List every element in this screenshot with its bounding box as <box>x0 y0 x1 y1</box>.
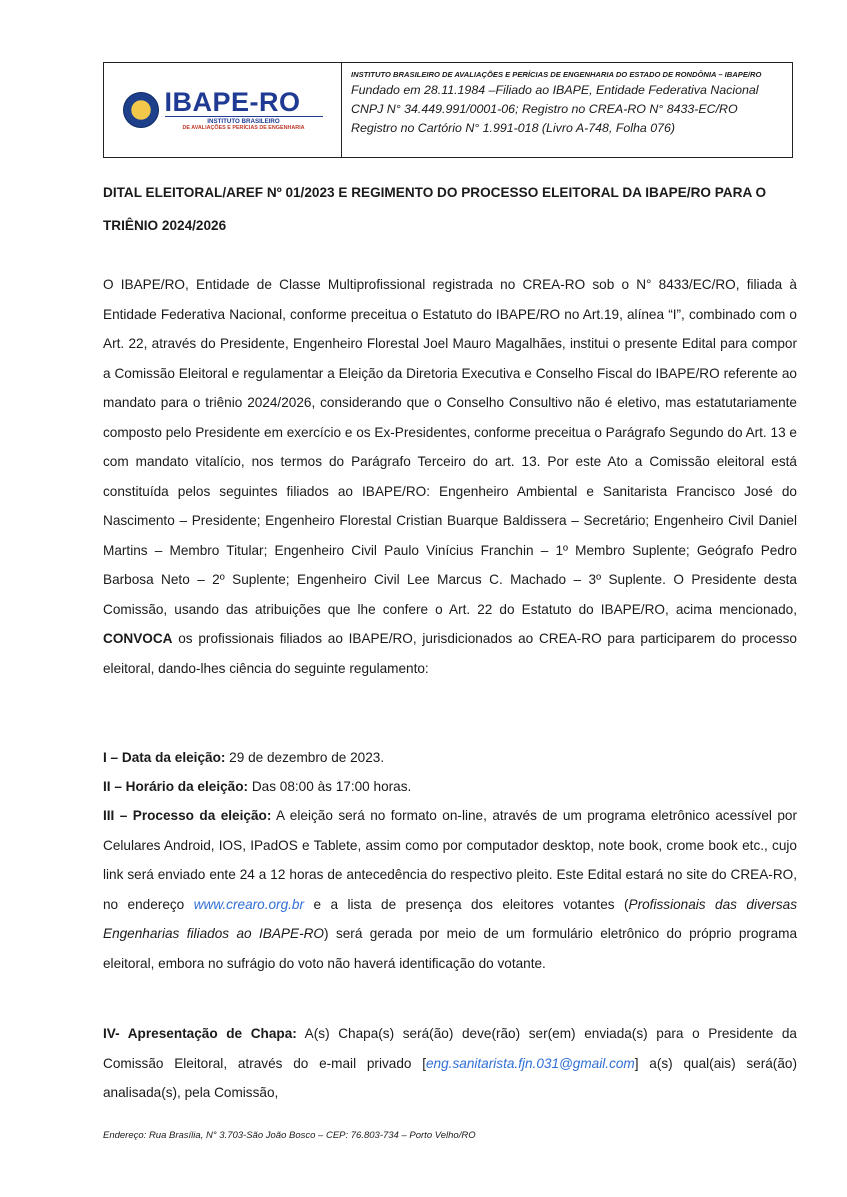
seal-icon <box>123 92 159 128</box>
founded-line: Fundado em 28.11.1984 –Filiado ao IBAPE, Entidade Federativa Nacional <box>351 83 759 97</box>
convoca-word: CONVOCA <box>103 631 173 646</box>
cnpj-line: CNPJ N° 34.449.991/0001-06; Registro no CREA-RO N° 8433-EC/RO <box>351 102 738 116</box>
logo-name: IBAPE-RO <box>164 87 301 117</box>
item-iv <box>103 1019 797 1108</box>
commission-email-link[interactable]: eng.sanitarista.fjn.031@gmail.com <box>426 1055 635 1071</box>
item-iv-text-1: A(s) Chapa(s) será(ão) deve(rão) ser(em) enviada(s) para o Presidente da Comissão Eleitoral, através do e-mail privado [ <box>103 1026 797 1071</box>
item-i-text: 29 de dezembro de 2023. <box>225 750 385 765</box>
item-iii-text-2: e a lista de presença dos eleitores votantes ( <box>304 896 629 912</box>
intro-paragraph <box>103 270 797 683</box>
item-ii <box>103 772 797 802</box>
item-iii-text-3: ) será gerada por meio de um formulário eletrônico do próprio programa eleitoral, embora no sufrágio do voto não haverá identificação do votante. <box>103 926 798 971</box>
item-iv-label: IV- Apresentação de Chapa: <box>103 1026 297 1041</box>
crea-site-link[interactable]: www.crearo.org.br <box>193 896 304 912</box>
logo-subtitle-2: DE AVALIAÇÕES E PERÍCIAS DE ENGENHARIA <box>182 125 305 131</box>
document-title: DITAL ELEITORAL/AREF Nº 01/2023 E REGIMENTO DO PROCESSO ELEITORAL DA IBAPE/RO PARA O TRIÊNIO 2024/2026 <box>103 185 767 233</box>
intro-text-1: O IBAPE/RO, Entidade de Classe Multiprofissional registrada no CREA-RO sob o N° 8433/EC/RO, filiada à Entidade Federativa Nacional, conforme preceitua o Estatuto do IBAPE/RO no Art.19, alínea “I”, combinado com o Art. 22, através do Presidente, Engenheiro Florestal Joel Mauro Magalhães, institui o presente Edital para compor a Comissão Eleitoral e regulamentar a Eleição da Diretoria Executiva e Conselho Fiscal do IBAPE/RO referente ao mandato para o triênio 2024/2026, considerando que o Conselho Consultivo não é eletivo, mas estatutariamente composto pelo Presidente em exercício e os Ex-Presidentes, conforme preceitua o Parágrafo Segundo do Art. 13 e com mandato vitalício, nos termos do Parágrafo Terceiro do art. 13. Por este Ato a Comissão eleitoral está constituída pelos seguintes filiados ao IBAPE/RO: Engenheiro Ambiental e Sanitarista Francisco José do Nascimento – Presidente; Engenheiro Florestal Cristian Buarque Baldissera – Secretário; Engenheiro Civil Daniel Martins – Membro Titular; Engenheiro Civil Paulo Vinícius Franchin – 1º Membro Suplente; Geógrafo Pedro Barbosa Neto – 2º Suplente; Engenheiro Civil Lee Marcus C. Machado – 3º Suplente. O Presidente desta Comissão, usando das atribuições que lhe confere o Art. 22 do Estatuto do IBAPE/RO, acima mencionado, <box>103 277 797 617</box>
cartorio-line: Registro no Cartório N° 1.991-018 (Livro A-748, Folha 076) <box>351 121 676 135</box>
intro-text-2: os profissionais filiados ao IBAPE/RO, jurisdicionados ao CREA-RO para participarem do processo eleitoral, dando-lhes ciência do seguinte regulamento: <box>103 631 797 676</box>
footer-address: Endereço: Rua Brasília, N° 3.703-São João Bosco – CEP: 76.803-734 – Porto Velho/RO <box>103 1130 476 1141</box>
letterhead <box>103 62 793 158</box>
item-iii-emphasis: Profissionais das diversas Engenharias filiados ao IBAPE-RO <box>103 896 798 941</box>
logo-subtitle: INSTITUTO BRASILEIRO <box>165 116 323 125</box>
item-i <box>103 743 797 773</box>
item-iii <box>103 801 797 978</box>
item-ii-label: II – Horário da eleição: <box>103 779 249 794</box>
item-iv-text-2: ] a(s) qual(ais) será(ão) analisada(s), pela Comissão, <box>103 1055 797 1100</box>
item-iii-label: III – Processo da eleição: <box>103 808 272 823</box>
item-ii-text: Das 08:00 às 17:00 horas. <box>248 779 412 794</box>
item-iii-text-1: A eleição será no formato on-line, através de um programa eletrônico acessível por Celulares Android, IOS, IPadOS e Tablete, assim como por computador desktop, note book, crome book etc., cujo link será enviado ente 24 a 12 horas de antecedência do respectivo pleito. Este Edital estará no site do CREA-RO, no endereço <box>103 808 797 912</box>
logo <box>104 63 342 157</box>
institute-name: INSTITUTO BRASILEIRO DE AVALIAÇÕES E PERÍCIAS DE ENGENHARIA DO ESTADO DE RONDÔNIA – IBAPE/RO <box>351 70 762 79</box>
item-i-label: I – Data da eleição: <box>103 750 226 765</box>
institute-info <box>342 63 792 157</box>
